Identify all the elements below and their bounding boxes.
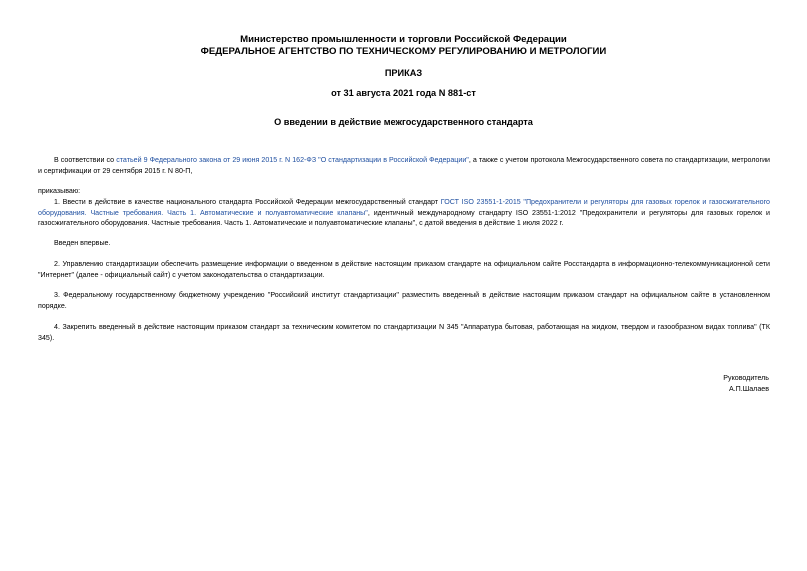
agency-heading: ФЕДЕРАЛЬНОЕ АГЕНТСТВО ПО ТЕХНИЧЕСКОМУ РЕГУЛИРОВАНИЮ И МЕТРОЛОГИИ [200, 46, 607, 57]
date-number-heading: от 31 августа 2021 года N 881-ст [331, 88, 476, 98]
item-4-paragraph: 4. Закрепить введенный в действие настоящим приказом стандарт за техническим комитетом по стандартизации N 345 "Аппаратура бытовая, работающая на жидком, твердом и газообразном видах топлива" (ТК 345). [38, 323, 770, 342]
item-3-paragraph: 3. Федеральному государственному бюджетному учреждению "Российский институт стандартизации" разместить введенный в действие настоящим приказом стандарт на официальном сайте в установленном порядке. [38, 291, 770, 310]
document-title: О введении в действие межгосударственного стандарта [274, 117, 533, 127]
item-1-paragraph [38, 197, 770, 229]
signature-name: А.П.Шалаев [728, 385, 769, 393]
preamble-prefix: В соответствии со [54, 156, 117, 164]
first-time-note: Введен впервые. [54, 239, 111, 247]
doc-type-heading: ПРИКАЗ [384, 68, 423, 78]
item-1-suffix: , идентичный международному стандарту ISO 23551-1:2012 "Предохранители и регуляторы для газовых горелок и газосжигательного оборудования. Частные требования. Часть 1. Автоматические и полуавтоматические клапаны", с датой введения в действие 1 июля 2022 г. [38, 208, 770, 228]
gost-standard-link[interactable]: ГОСТ ISO 23551-1-2015 "Предохранители и регуляторы для газовых горелок и газосжигательного оборудования. Частные требования. Часть 1. Автоматические и полуавтоматические клапаны" [38, 198, 771, 217]
item-1-prefix: 1. Ввести в действие в качестве национального стандарта Российской Федерации межгосударственный стандарт [54, 198, 441, 206]
signature-role: Руководитель [723, 374, 769, 382]
federal-law-link[interactable]: статьей 9 Федерального закона от 29 июня 2015 г. N 162-ФЗ "О стандартизации в Российской Федерации" [116, 156, 469, 164]
ministry-heading: Министерство промышленности и торговли Российской Федерации [240, 34, 567, 45]
preamble-paragraph [38, 155, 770, 176]
item-2-paragraph: 2. Управлению стандартизации обеспечить размещение информации о введенном в действие настоящим приказом стандарте на официальном сайте Росстандарта в информационно-телекоммуникационной сети "Интернет" (далее - официальный сайт) с учетом законодательства о стандартизации. [38, 260, 770, 279]
preamble-suffix: , а также с учетом протокола Межгосударственного совета по стандартизации, метрологии и сертификации от 29 сентября 2015 г. N 80-П, [38, 156, 770, 175]
orders-line: приказываю: [38, 187, 81, 195]
